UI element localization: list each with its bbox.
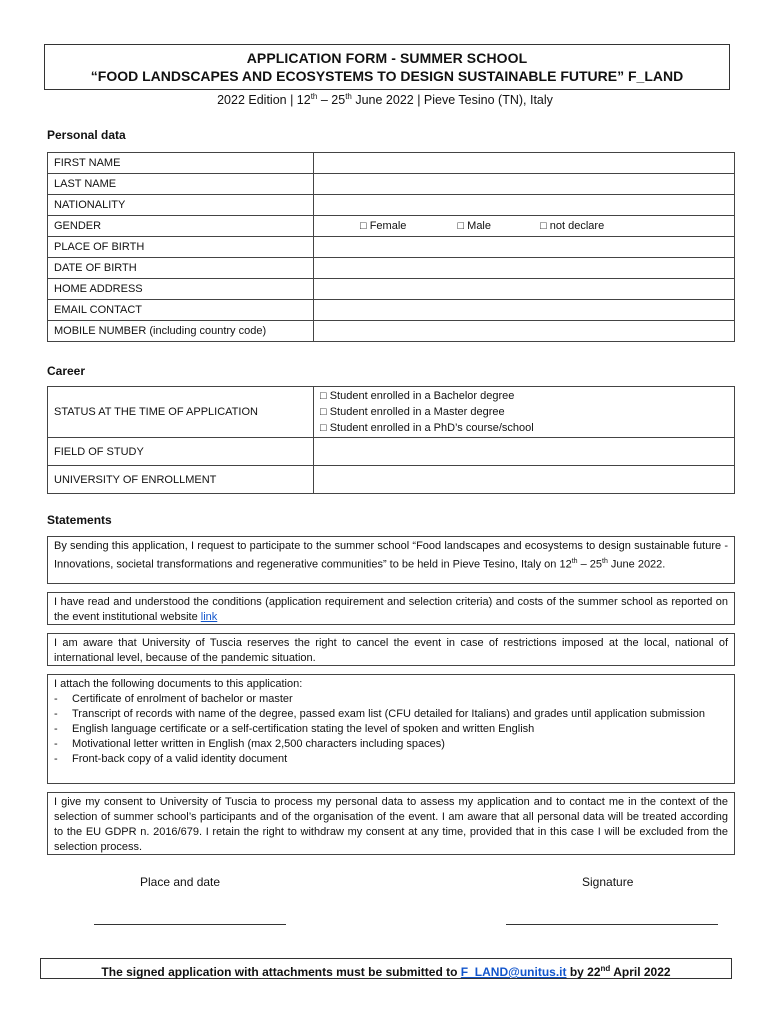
list-item-text: Motivational letter written in English (max 2,500 characters including spaces) — [72, 738, 445, 750]
statement-text: I give my consent to University of Tuscia to process my personal data to assess my application and to contact me in the context of the selection of summer school’s participants and of the organisation of the event. I am aware that all personal data will be treated according to the EU GDPR n. 2016/679. I retain the right to withdraw my consent at any time, provided that in this case I will be excluded from the selection process. — [54, 796, 728, 853]
table-row — [48, 174, 735, 195]
table-row — [48, 195, 735, 216]
statement-text: I am aware that University of Tuscia reserves the right to cancel the event in case of restrictions imposed at the local, national of international level, because of the pandemic situation. — [54, 637, 728, 664]
status-options — [314, 387, 735, 438]
row-label: FIELD OF STUDY — [48, 438, 314, 466]
table-row — [48, 300, 735, 321]
table-row — [48, 387, 735, 438]
table-row — [48, 279, 735, 300]
list-item-text: Transcript of records with name of the degree, passed exam list (CFU detailed for Italians) and grades until application submission — [72, 708, 706, 720]
list-item: - English language certificate or a self-certification stating the level of spoken and written English — [54, 723, 535, 735]
footer-text: by 22 — [566, 965, 601, 979]
statements-heading: Statements — [47, 513, 112, 527]
home-address-field[interactable] — [314, 279, 735, 300]
gender-options — [314, 216, 735, 237]
place-date-label: Place and date — [140, 875, 221, 889]
last-name-field[interactable] — [314, 174, 735, 195]
footer-sup: nd — [600, 964, 611, 973]
statement-text: By sending this application, I request to participate to the summer school “Food landscapes and ecosystems to design sustainable future - Innovations, societal transformations and regenerative communities” to be held in Pieve Tesino, Italy on 12 — [54, 540, 728, 571]
career-heading: Career — [47, 364, 86, 378]
statement-sup: th — [602, 558, 608, 565]
email-link[interactable]: F_LAND@unitus.it — [460, 965, 567, 979]
statement-text: I have read and understood the conditions (application requirement and selection criteria) and costs of the summer school as reported on the event institutional website — [54, 596, 728, 623]
title-box — [44, 44, 730, 90]
row-label: LAST NAME — [48, 174, 314, 195]
statement-documents — [47, 674, 735, 784]
list-item: - Certificate of enrolment of bachelor or master — [54, 693, 293, 705]
date-of-birth-field[interactable] — [314, 258, 735, 279]
footer-text: April 2022 — [610, 965, 671, 979]
field-of-study-field[interactable] — [314, 438, 735, 466]
university-field[interactable] — [314, 466, 735, 494]
statement-consent — [47, 792, 735, 855]
table-row — [48, 438, 735, 466]
personal-data-table — [47, 152, 735, 342]
row-label: NATIONALITY — [48, 195, 314, 216]
website-link[interactable]: link — [200, 611, 218, 623]
row-label: EMAIL CONTACT — [48, 300, 314, 321]
table-row — [48, 153, 735, 174]
row-label: STATUS AT THE TIME OF APPLICATION — [48, 387, 314, 438]
gender-not-declare-checkbox[interactable]: □ not declare — [540, 220, 605, 232]
signature-line[interactable] — [506, 924, 718, 925]
edition-sup: th — [310, 92, 318, 101]
table-row — [48, 466, 735, 494]
edition-line — [0, 92, 770, 107]
gender-male-checkbox[interactable]: □ Male — [457, 220, 491, 232]
gender-female-checkbox[interactable]: □ Female — [360, 220, 407, 232]
statement-cancellation — [47, 633, 735, 666]
status-bachelor-checkbox[interactable]: □ Student enrolled in a Bachelor degree — [320, 390, 515, 402]
row-label: PLACE OF BIRTH — [48, 237, 314, 258]
statement-sup: th — [571, 558, 578, 565]
row-label: MOBILE NUMBER (including country code) — [48, 321, 314, 342]
row-label: DATE OF BIRTH — [48, 258, 314, 279]
row-label: UNIVERSITY OF ENROLLMENT — [48, 466, 314, 494]
row-label: HOME ADDRESS — [48, 279, 314, 300]
edition-text: June 2022 | Pieve Tesino (TN), Italy — [351, 93, 553, 108]
footer-text: The signed application with attachments must be submitted to — [101, 965, 461, 979]
list-item-text: Certificate of enrolment of bachelor or master — [72, 693, 293, 705]
nationality-field[interactable] — [314, 195, 735, 216]
signature-label: Signature — [582, 875, 634, 889]
row-label: FIRST NAME — [48, 153, 314, 174]
statement-text: – 25 — [577, 558, 603, 571]
table-row — [48, 321, 735, 342]
edition-text: – 25 — [317, 93, 346, 108]
list-item-text: Front-back copy of a valid identity document — [72, 753, 288, 765]
edition-sup: th — [345, 92, 352, 101]
career-table — [47, 386, 735, 494]
documents-list — [54, 692, 728, 767]
first-name-field[interactable] — [314, 153, 735, 174]
email-field[interactable] — [314, 300, 735, 321]
row-label: GENDER — [48, 216, 314, 237]
table-row — [48, 237, 735, 258]
status-phd-checkbox[interactable]: □ Student enrolled in a PhD’s course/school — [320, 422, 534, 434]
table-row — [48, 258, 735, 279]
statement-text: June 2022. — [607, 558, 666, 571]
table-row — [48, 216, 735, 237]
statement-conditions — [47, 592, 735, 625]
place-of-birth-field[interactable] — [314, 237, 735, 258]
school-title: “FOOD LANDSCAPES AND ECOSYSTEMS TO DESIGN SUSTAINABLE FUTURE” F_LAND — [90, 68, 684, 84]
list-item-text: English language certificate or a self-certification stating the level of spoken and written English — [72, 723, 535, 735]
mobile-number-field[interactable] — [314, 321, 735, 342]
place-date-line[interactable] — [94, 924, 286, 925]
statement-participation — [47, 536, 735, 584]
edition-text: 2022 Edition | 12 — [217, 93, 311, 108]
documents-intro: I attach the following documents to this application: — [54, 678, 303, 690]
submission-note — [40, 958, 732, 979]
personal-data-heading: Personal data — [47, 128, 126, 142]
list-item: - Front-back copy of a valid identity document — [54, 753, 288, 765]
form-title: APPLICATION FORM - SUMMER SCHOOL — [246, 50, 528, 66]
list-item: - Motivational letter written in English (max 2,500 characters including spaces) — [54, 738, 445, 750]
list-item: - Transcript of records with name of the degree, passed exam list (CFU detailed for Italians) and grades until application submission — [54, 708, 706, 720]
status-master-checkbox[interactable]: □ Student enrolled in a Master degree — [320, 406, 505, 418]
